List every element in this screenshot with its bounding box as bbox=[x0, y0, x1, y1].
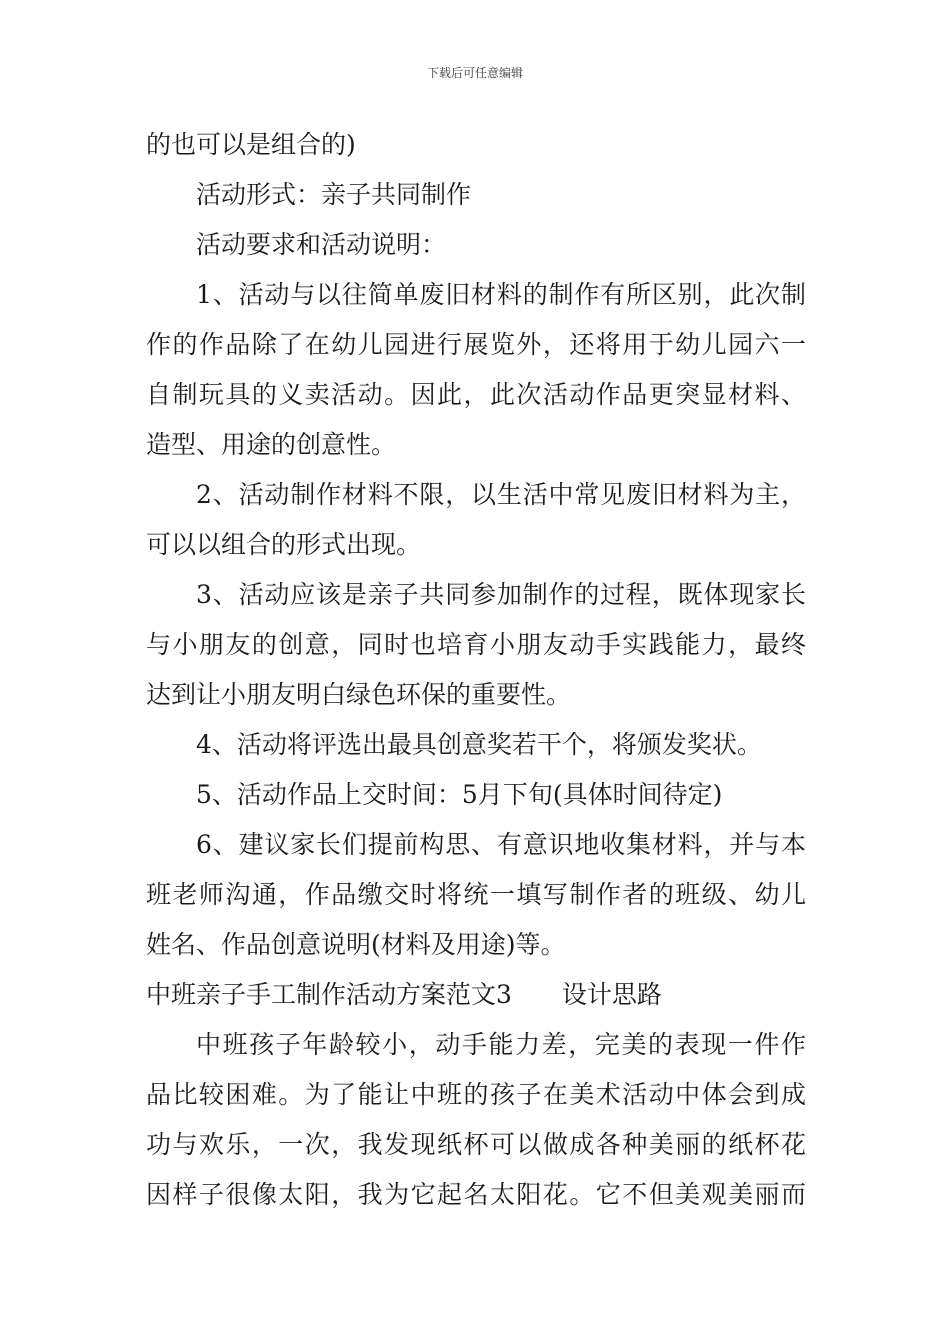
paragraph-line: 中班孩子年龄较小，动手能力差，完美的表现一件作 bbox=[196, 1030, 806, 1059]
paragraph-line: 姓名、作品创意说明(材料及用途)等。 bbox=[146, 930, 566, 959]
paragraph-line: 4、活动将评选出最具创意奖若干个，将颁发奖状。 bbox=[196, 730, 762, 759]
paragraph-line: 可以以组合的形式出现。 bbox=[146, 530, 422, 559]
paragraph-line: 3、活动应该是亲子共同参加制作的过程，既体现家长 bbox=[196, 580, 806, 609]
paragraph-line: 与小朋友的创意，同时也培育小朋友动手实践能力，最终 bbox=[146, 630, 806, 659]
paragraph-line: 品比较困难。为了能让中班的孩子在美术活动中体会到成 bbox=[146, 1080, 806, 1109]
section-heading bbox=[146, 970, 806, 1020]
paragraph-line: 6、建议家长们提前构思、有意识地收集材料，并与本 bbox=[196, 830, 806, 859]
paragraph-line: 造型、用途的创意性。 bbox=[146, 430, 397, 459]
section-title: 中班亲子手工制作活动方案范文3 bbox=[146, 980, 512, 1009]
paragraph-line: 的也可以是组合的) bbox=[146, 130, 356, 159]
paragraph-line: 达到让小朋友明白绿色环保的重要性。 bbox=[146, 680, 572, 709]
paragraph-line: 因样子很像太阳，我为它起名太阳花。它不但美观美丽而 bbox=[146, 1180, 806, 1209]
paragraph-line: 班老师沟通，作品缴交时将统一填写制作者的班级、幼儿 bbox=[146, 880, 806, 909]
document-body bbox=[146, 120, 806, 1220]
paragraph-line: 活动要求和活动说明： bbox=[196, 230, 447, 259]
paragraph-line: 活动形式：亲子共同制作 bbox=[196, 180, 472, 209]
paragraph-line: 5、活动作品上交时间：5月下旬(具体时间待定) bbox=[196, 780, 723, 809]
paragraph-line: 1、活动与以往简单废旧材料的制作有所区别，此次制 bbox=[196, 280, 806, 309]
paragraph-line: 功与欢乐，一次，我发现纸杯可以做成各种美丽的纸杯花 bbox=[146, 1130, 806, 1159]
paragraph-line: 自制玩具的义卖活动。因此，此次活动作品更突显材料、 bbox=[146, 380, 806, 409]
page-header: 下载后可任意编辑 bbox=[426, 66, 523, 80]
paragraph-line: 作的作品除了在幼儿园进行展览外，还将用于幼儿园六一 bbox=[146, 330, 806, 359]
paragraph-line: 2、活动制作材料不限，以生活中常见废旧材料为主， bbox=[196, 480, 806, 509]
section-subtitle: 设计思路 bbox=[561, 980, 662, 1009]
